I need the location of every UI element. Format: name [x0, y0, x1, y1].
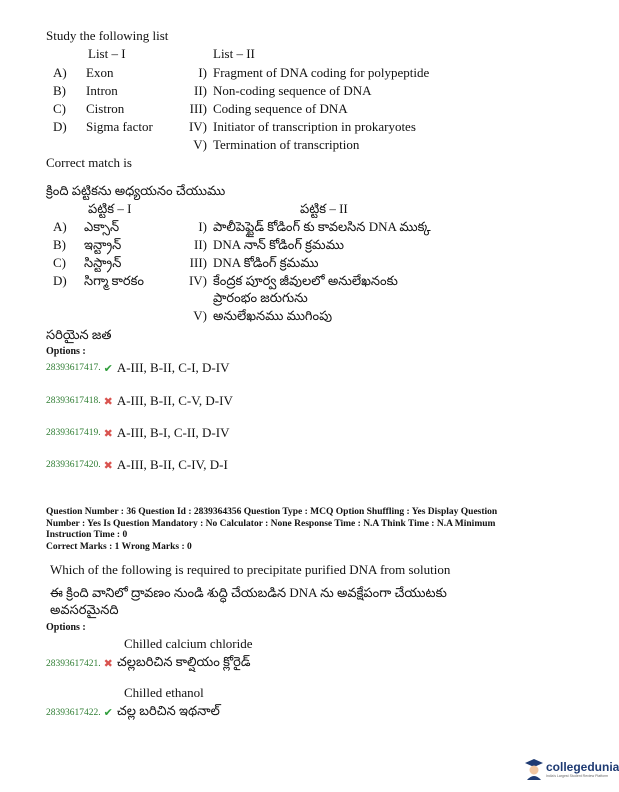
row-match: Coding sequence of DNA — [213, 101, 348, 116]
option-text: A-III, B-I, C-II, D-IV — [116, 425, 230, 440]
option-row[interactable] — [46, 360, 229, 376]
logo-tagline: India's Largest Student Review Platform — [546, 774, 609, 778]
row-roman: I) — [198, 219, 207, 234]
option-id: 28393617420. — [46, 460, 101, 470]
q36-question-te-cont: అవసరమైనది — [50, 602, 119, 617]
q36-question-te: ఈ క్రింది వానిలో ద్రావణం నుండి శుద్ధి చేయబడిన DNA ను అవక్షేపంగా చేయుటకు — [50, 585, 447, 600]
row-roman: V) — [193, 137, 207, 152]
meta-line: Instruction Time : 0 — [46, 530, 128, 540]
option-row[interactable] — [46, 703, 220, 722]
q35-intro-te: క్రింది పట్టికను అధ్యయనం చేయుము — [46, 183, 226, 198]
option-id: 28393617422. — [46, 707, 101, 718]
cross-icon: ✖ — [103, 427, 113, 440]
row-match: Fragment of DNA coding for polypeptide — [213, 65, 430, 80]
row-roman: IV) — [188, 273, 207, 288]
row-item: ఎక్సాన్ — [84, 219, 120, 234]
option-row[interactable] — [46, 425, 229, 441]
row-match: DNA నాన్ కోడింగ్ క్రమము — [213, 237, 344, 252]
row-roman: III) — [189, 255, 207, 270]
row-letter: D) — [53, 273, 67, 288]
cross-icon: ✖ — [103, 459, 113, 472]
row-item: Sigma factor — [86, 119, 153, 134]
row-letter: A) — [53, 219, 67, 234]
option-row[interactable] — [46, 393, 233, 409]
row-roman: V) — [193, 308, 207, 323]
list2-header-en: List – II — [213, 46, 255, 61]
options-label: Options : — [46, 346, 86, 357]
row-letter: B) — [53, 83, 66, 98]
row-match: DNA కోడింగ్ క్రమము — [213, 255, 319, 270]
correct-match-label-en: Correct match is — [46, 155, 132, 170]
question-meta — [46, 507, 566, 553]
row-roman: II) — [194, 83, 207, 98]
row-match: Non-coding sequence of DNA — [213, 83, 372, 98]
logo-text: collegedunia — [546, 760, 619, 774]
check-icon: ✔ — [103, 362, 113, 375]
cross-icon: ✖ — [103, 395, 113, 408]
option-row[interactable] — [46, 457, 228, 473]
row-match-cont: ప్రారంభం జరుగును — [213, 290, 308, 305]
marks-line: Correct Marks : 1 Wrong Marks : 0 — [46, 541, 192, 552]
option-row[interactable] — [46, 654, 250, 673]
row-roman: IV) — [188, 119, 207, 134]
option-text-en: Chilled calcium chloride — [124, 636, 253, 651]
option-text: A-III, B-II, C-I, D-IV — [116, 360, 230, 375]
correct-match-label-te: సరియైన జత — [46, 327, 112, 342]
collegedunia-logo[interactable] — [524, 758, 619, 780]
row-item: ఇన్ట్రాన్ — [84, 237, 122, 252]
option-id: 28393617417. — [46, 363, 101, 373]
row-letter: C) — [53, 255, 66, 270]
option-text: A-III, B-II, C-IV, D-I — [116, 457, 228, 472]
option-text-en: Chilled ethanol — [124, 685, 204, 700]
row-letter: B) — [53, 237, 66, 252]
row-match: Initiator of transcription in prokaryotes — [213, 119, 416, 134]
row-item: Intron — [86, 83, 118, 98]
q36-question-en: Which of the following is required to precipitate purified DNA from solution — [50, 562, 451, 577]
row-letter: C) — [53, 101, 66, 116]
list1-header-te: పట్టిక – I — [88, 201, 132, 216]
row-match: అనులేఖనము ముగింపు — [213, 308, 333, 323]
options-label: Options : — [46, 622, 86, 633]
row-item: Cistron — [86, 101, 125, 116]
row-item: Exon — [86, 65, 114, 80]
list1-header-en: List – I — [88, 46, 126, 61]
option-id: 28393617419. — [46, 428, 101, 438]
row-match: Termination of transcription — [213, 137, 360, 152]
row-match: కేంద్రక పూర్వ జీవులలో అనులేఖనంకు — [213, 273, 398, 288]
row-roman: I) — [198, 65, 207, 80]
row-item: సిగ్మా కారకం — [84, 273, 145, 288]
row-roman: III) — [189, 101, 207, 116]
row-letter: D) — [53, 119, 67, 134]
option-text-te: చల్లబరిచిన కాల్షియం క్లోరైడ్ — [116, 654, 251, 669]
cross-icon: ✖ — [103, 658, 113, 670]
option-text: A-III, B-II, C-V, D-IV — [116, 393, 233, 408]
meta-line: Number : Yes Is Question Mandatory : No Calculator : None Response Time : N.A Think Time : N.A Minimum — [46, 518, 496, 529]
row-roman: II) — [194, 237, 207, 252]
row-item: సిస్ట్రాన్ — [84, 255, 122, 270]
list2-header-te: పట్టిక – II — [300, 201, 348, 216]
check-icon: ✔ — [103, 707, 113, 719]
meta-line: Question Number : 36 Question Id : 2839364356 Question Type : MCQ Option Shuffling : Yes Display Question — [46, 507, 498, 517]
option-id: 28393617421. — [46, 658, 101, 669]
option-text-te: చల్ల బరిచిన ఇథనాల్ — [116, 703, 220, 718]
row-letter: A) — [53, 65, 67, 80]
row-match: పాలీపెప్టైడ్ కోడింగ్ కు కావలసిన DNA ముక్క — [213, 219, 431, 234]
graduate-icon — [524, 758, 544, 780]
option-id: 28393617418. — [46, 396, 101, 406]
q35-intro-en: Study the following list — [46, 28, 169, 43]
